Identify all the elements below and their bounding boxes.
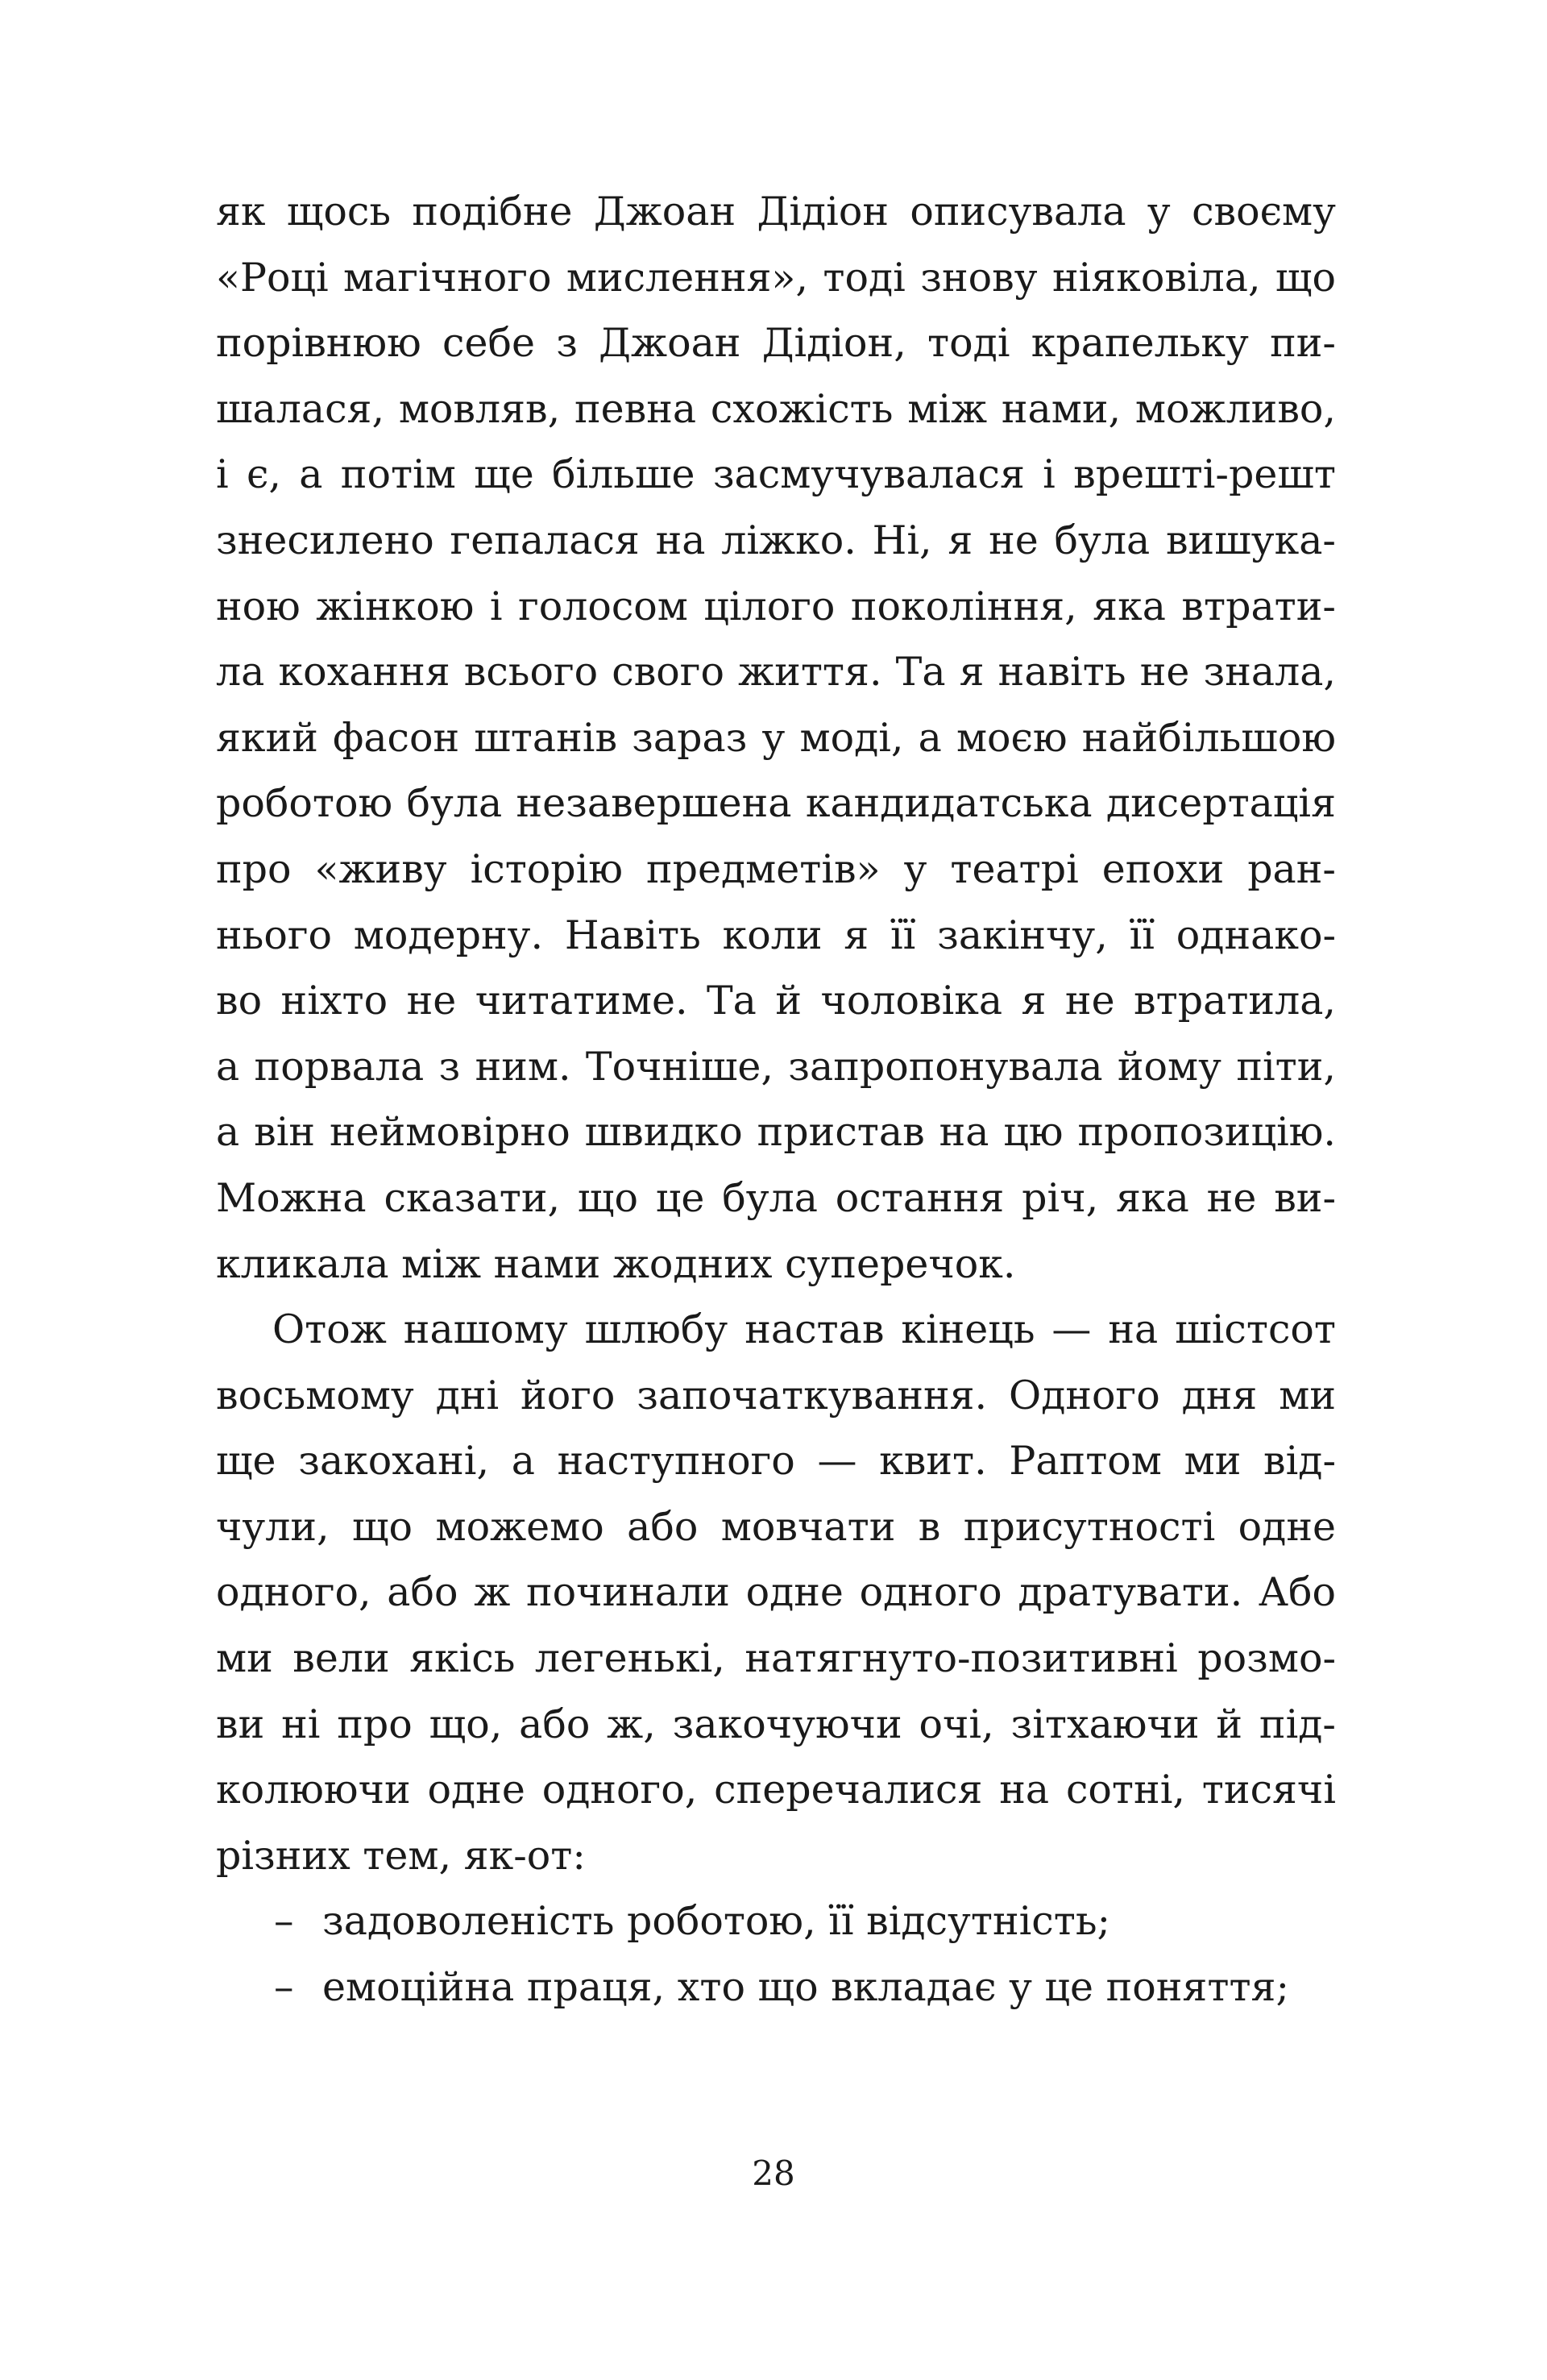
list-item bbox=[216, 1888, 1336, 1954]
paragraph-2 bbox=[216, 1297, 1336, 1888]
text-line: про «живу історію предметів» у театрі епохи ран- bbox=[216, 845, 1336, 892]
text-line: ми вели якісь легенькі, натягнуто-позитивні розмо- bbox=[216, 1635, 1336, 1682]
text-line: одного, або ж починали одне одного дратувати. Або bbox=[216, 1569, 1336, 1616]
text-line: який фасон штанів зараз у моді, а моєю найбільшою bbox=[216, 714, 1336, 761]
text-line: і є, а потім ще більше засмучувалася і врешті-решт bbox=[216, 451, 1336, 498]
text-line: знесилено гепалася на ліжко. Ні, я не була вишука- bbox=[216, 517, 1336, 563]
body-text bbox=[216, 179, 1336, 2021]
text-line: як щось подібне Джоан Дідіон описувала у своєму bbox=[216, 189, 1336, 235]
list-item-text: емоційна праця, хто що вкладає у це поняття; bbox=[322, 1964, 1289, 2011]
text-line: ною жінкою і голосом цілого покоління, яка втрати- bbox=[216, 583, 1336, 629]
text-line: чули, що можемо або мовчати в присутності одне bbox=[216, 1503, 1336, 1550]
list-item-text: задоволеність роботою, її відсутність; bbox=[322, 1898, 1111, 1945]
text-line: роботою була незавершена кандидатська дисертація bbox=[216, 780, 1336, 827]
text-line: Можна сказати, що це була остання річ, яка не ви- bbox=[216, 1174, 1336, 1221]
text-line: а він неймовірно швидко пристав на цю пропозицію. bbox=[216, 1109, 1336, 1156]
text-line: колюючи одне одного, сперечалися на сотні, тисячі bbox=[216, 1767, 1336, 1813]
paragraph-1 bbox=[216, 179, 1336, 1297]
text-line: Отож нашому шлюбу настав кінець — на шістсот bbox=[272, 1306, 1336, 1353]
text-line: порівнюю себе з Джоан Дідіон, тоді крапельку пи- bbox=[216, 320, 1336, 367]
page-number: 28 bbox=[752, 2154, 795, 2193]
list-item bbox=[216, 1954, 1336, 2021]
text-line: нього модерну. Навіть коли я її закінчу, її однако- bbox=[216, 912, 1336, 958]
text-line: во ніхто не читатиме. Та й чоловіка я не втратила, bbox=[216, 978, 1336, 1024]
text-line: «Році магічного мислення», тоді знову ніяковіла, що bbox=[216, 254, 1336, 301]
bullet-list bbox=[216, 1888, 1336, 2020]
text-line: ще закохані, а наступного — квит. Раптом ми від- bbox=[216, 1438, 1336, 1485]
text-line: а порвала з ним. Точніше, запропонувала йому піти, bbox=[216, 1043, 1336, 1090]
bullet-dash: – bbox=[274, 1898, 294, 1945]
text-line: різних тем, як-от: bbox=[216, 1832, 586, 1879]
text-line: ла кохання всього свого життя. Та я навіть не знала, bbox=[216, 649, 1336, 696]
text-line: восьмому дні його започаткування. Одного дня ми bbox=[216, 1372, 1336, 1418]
text-line: кликала між нами жодних суперечок. bbox=[216, 1240, 1016, 1287]
bullet-dash: – bbox=[274, 1964, 294, 2011]
text-line: ви ні про що, або ж, закочуючи очі, зітхаючи й під- bbox=[216, 1701, 1336, 1747]
text-line: шалася, мовляв, певна схожість між нами, можливо, bbox=[216, 385, 1336, 432]
